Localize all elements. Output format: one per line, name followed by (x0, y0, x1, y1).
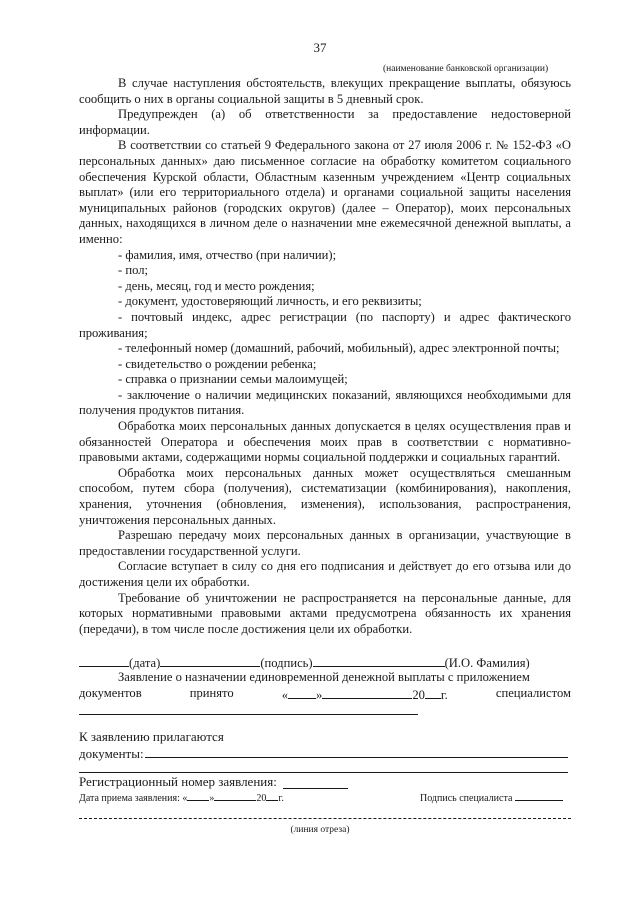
specialist-word: специалистом (495, 685, 571, 700)
date-blank[interactable] (79, 654, 129, 667)
registration-label: Регистрационный номер заявления: (79, 774, 277, 789)
signature-line (79, 654, 571, 672)
specialist-signature: Подпись специалиста (420, 790, 563, 807)
signature-blank[interactable] (160, 654, 260, 667)
signature-label: (подпись) (260, 656, 313, 670)
accept-date: « » 20 г. (281, 687, 448, 702)
registration-number-line[interactable] (283, 788, 348, 789)
year-blank[interactable] (425, 686, 441, 699)
day-blank[interactable] (288, 686, 316, 699)
application-block (79, 670, 571, 703)
name-blank[interactable] (313, 654, 445, 667)
cut-line-label: (линия отреза) (290, 825, 350, 835)
documents-word: документов (79, 685, 142, 700)
list-item: - заключение о наличии медицинских показаний, являющихся необходимыми для получения продуктов питания. (79, 387, 571, 418)
cut-line (79, 818, 571, 819)
paragraph: В соответствии со статьей 9 Федерального закона от 27 июля 2006 г. № 152-ФЗ «О персональных данных» даю письменное согласие на обработку комитетом социального обеспечения Курской области, Областным казенным учреждением «Центр социальных выплат» (или его территориального отдела) и органами социальной защиты населения муниципальных районов (городских округов) (далее – Оператор), моих персональных данных, находящихся в личном деле о назначении мне ежемесячной денежной выплаты, а именно: (79, 138, 571, 246)
attachments-line-1[interactable] (145, 757, 568, 758)
list-item: - почтовый индекс, адрес регистрации (по паспорту) и адрес фактического проживания; (79, 309, 571, 340)
list-item: - свидетельство о рождении ребенка; (118, 356, 317, 371)
paragraph: Предупрежден (а) об ответственности за предоставление недостоверной информации. (79, 107, 571, 137)
paragraph: Разрешаю передачу моих персональных данных в организации, участвующие в предоставлении государственной услуги. (79, 528, 571, 558)
receipt-year-blank[interactable] (266, 790, 278, 801)
bank-caption: (наименование банковской организации) (383, 64, 549, 74)
paragraph: Обработка моих персональных данных может осуществляться смешанным способом, путем сбора (получения), систематизации (комбинирования), накопления, хранения, уточнения (обновления, изменения), использования, распространения, уничтожения персональных данных. (79, 465, 571, 527)
specialist-signature-blank[interactable] (515, 790, 563, 801)
paragraph: В случае наступления обстоятельств, влекущих прекращение выплаты, обязуюсь сообщить о них в органы социальной защиты в 5 дневный срок. (79, 76, 571, 106)
list-item: - справка о признании семьи малоимущей; (118, 372, 348, 387)
paragraph: Обработка моих персональных данных допускается в целях осуществления прав и обязанностей Оператора и обеспечения моих прав в соответствии с нормативно-правовыми актами, содержащими нормы социальной поддержки и социальных гарантий. (79, 419, 571, 465)
list-item: - пол; (118, 263, 148, 278)
date-label: (дата) (129, 656, 161, 670)
name-label: (И.О. Фамилия) (444, 656, 530, 670)
application-line: Заявление о назначении единовременной денежной выплаты с приложением (118, 670, 530, 684)
attachments-line-2[interactable] (79, 772, 568, 773)
paragraph: Согласие вступает в силу со дня его подписания и действует до его отзыва или до достижения цели их обработки. (79, 559, 571, 589)
attachments-label: документы: (79, 746, 144, 761)
receipt-date: Дата приема заявления: « » 20 г. (79, 790, 284, 807)
list-item: - телефонный номер (домашний, рабочий, мобильный), адрес электронной почты; (118, 341, 560, 356)
specialist-name-line[interactable] (79, 714, 418, 715)
paragraph: Требование об уничтожении не распространяется на персональные данные, для которых нормативными правовыми актами предусмотрена обязанность их хранения (передачи), в том числе после достижения цели их обработки. (79, 590, 571, 636)
accepted-word: принято (189, 685, 234, 700)
list-item: - день, месяц, год и место рождения; (118, 278, 315, 293)
application-accepted-line (79, 686, 571, 704)
list-item: - фамилия, имя, отчество (при наличии); (118, 247, 337, 262)
month-blank[interactable] (322, 686, 412, 699)
receipt-month-blank[interactable] (214, 790, 256, 801)
consent-text (79, 76, 571, 637)
attachments-title: К заявлению прилагаются (79, 729, 224, 744)
list-item: - документ, удостоверяющий личность, и его реквизиты; (118, 294, 422, 309)
page-number: 37 (313, 40, 327, 55)
receipt-day-blank[interactable] (187, 790, 209, 801)
